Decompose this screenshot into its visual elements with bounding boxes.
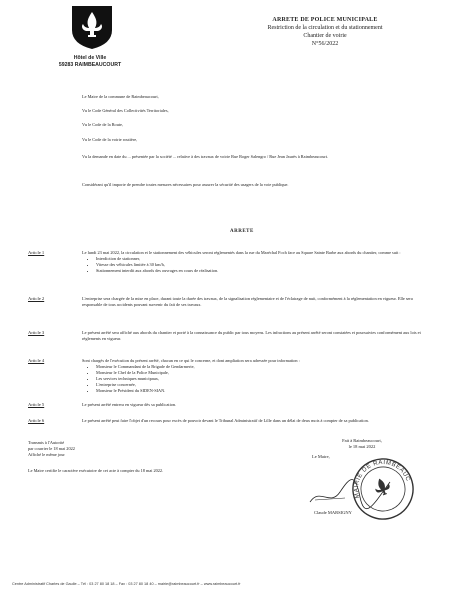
article-label: Article 2: [28, 296, 45, 301]
signature-date: le 18 mai 2022: [348, 444, 376, 449]
stamp-text: MAIRIE DE RAIMBEAUCOURT: [353, 459, 411, 499]
article-text: Le présent arrêté entrera en vigueur dès sa publication.: [82, 402, 177, 407]
article-text: Sont chargés de l'exécution du présent arrêté, chacun en ce qui le concerne, et dont ampliation sera adressée pour information :: [82, 358, 300, 363]
article-label: Article 1: [28, 250, 45, 255]
article-text: Le lundi 23 mai 2022, la circulation et le stationnement des véhicules seront réglementés dans la rue du Maréchal Foch face au Square Sainte Barbe aux abords du chantier, comme suit :: [82, 250, 401, 255]
list-item: • Monsieur le Commandant de la Brigade de Gendarmerie,: [96, 364, 427, 370]
arrete-number: N°56/2022: [311, 41, 339, 47]
article-body: [82, 330, 427, 342]
list-item: • Monsieur le Président du SIDEN-SIAN.: [96, 388, 427, 394]
arrete-subtitle2: Chantier de voirie: [303, 33, 347, 39]
town-crest-icon: [66, 4, 118, 50]
hotel-de-ville-label: [40, 55, 140, 69]
prelude-line: Vu la demande en date du ... présentée par la société ... relative à des travaux de voirie Rue Roger Salengro / Rue Jean Jaurès à Raimbeaucourt.: [82, 154, 329, 159]
prelude-line: Vu le Code de la Route,: [82, 122, 124, 127]
list-item: • Interdiction de stationner,: [96, 256, 427, 262]
signature-role: Le Maire,: [312, 454, 330, 459]
signature-block: [312, 438, 412, 450]
article-label: Article 4: [28, 358, 45, 363]
signature-place: Fait à Raimbeaucourt,: [342, 438, 382, 443]
prelude-line: Vu le Code de la voirie routière,: [82, 137, 138, 142]
list-item: • Stationnement interdit aux abords des ouvrages en cours de réalisation.: [96, 268, 427, 274]
article-body: [82, 402, 427, 408]
signature-name: Claude MARSIGNY: [314, 510, 352, 515]
arrete-subtitle: Restriction de la circulation et du stationnement: [267, 25, 383, 31]
section-title: ARRETE: [230, 229, 254, 234]
article-body: [82, 418, 427, 424]
article-list: [82, 256, 427, 274]
transmission-note: [28, 440, 178, 458]
hotel-line1: Hôtel de Ville: [73, 55, 107, 61]
list-item: • Monsieur le Chef de la Police Municipale,: [96, 370, 427, 376]
article-text: Le présent arrêté peut faire l'objet d'un recours pour excès de pouvoir devant le Tribunal Administratif de Lille dans un délai de deux mois à compter de sa publication.: [82, 418, 369, 423]
list-item: • Vitesse des véhicules limitée à 30 km/h,: [96, 262, 427, 268]
article-text: Le présent arrêté sera affiché aux abords du chantier et porté à la connaissance du public par tous moyens. Les infractions au présent arrêté seront constatées et poursuivies conformément aux lois et règlements en vigueur.: [82, 330, 421, 341]
prelude-line: Le Maire de la commune de Raimbeaucourt,: [82, 94, 159, 99]
executory-note: Le Maire certifie le caractère exécutoire de cet acte à compter du 18 mai 2022.: [28, 468, 164, 473]
arrete-heading: [240, 16, 410, 48]
prelude-line: Vu le Code Général des Collectivités Territoriales,: [82, 108, 169, 113]
article-label: Article 6: [28, 418, 45, 423]
article-body: [82, 250, 427, 274]
article-list: [82, 364, 427, 394]
article-text: L'entreprise sera chargée de la mise en place, durant toute la durée des travaux, de la signalisation réglementaire et de l'éclairage de nuit, conformément à la réglementation en vigueur. Elle sera responsable de tous accidents pouvant survenir du fait de ses travaux.: [82, 296, 413, 307]
page-footer: Centre Administratif Charles de Gaulle – Tél : 03 27 80 18 18 – Fax : 03 27 80 18 40 – mairie@raimbeaucourt.fr – www.raimbeaucourt.fr: [12, 582, 241, 586]
article-label: Article 5: [28, 402, 45, 407]
prelude-line: Considérant qu'il importe de prendre toutes mesures nécessaires pour assurer la sécurité des usagers de la voie publique.: [82, 182, 289, 187]
transmission-line: par courrier le 18 mai 2022: [28, 446, 75, 451]
arrete-title: ARRETE DE POLICE MUNICIPALE: [272, 17, 378, 23]
list-item: • Les services techniques municipaux,: [96, 376, 427, 382]
list-item: • L'entreprise concernée,: [96, 382, 427, 388]
article-body: [82, 296, 427, 308]
svg-text:MAIRIE DE RAIMBEAUCOURT: [348, 454, 411, 503]
transmission-line: Affiché le même jour: [28, 452, 65, 457]
article-body: [82, 358, 427, 394]
hotel-line2: 59283 RAIMBEAUCOURT: [58, 62, 122, 68]
article-label: Article 3: [28, 330, 45, 335]
official-stamp-icon: [348, 454, 418, 524]
transmission-line: Transmis à l'Autorité: [28, 440, 65, 445]
